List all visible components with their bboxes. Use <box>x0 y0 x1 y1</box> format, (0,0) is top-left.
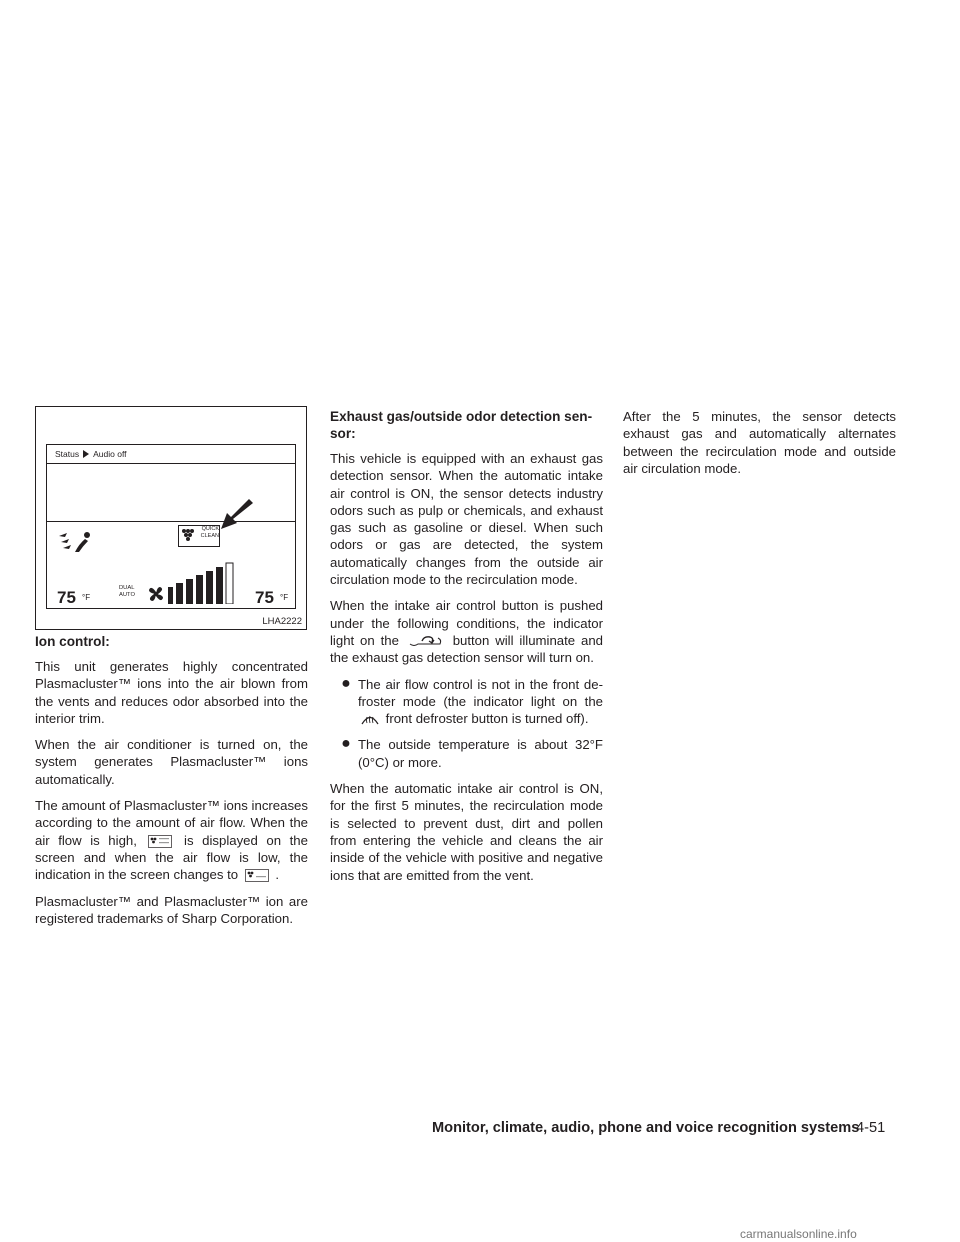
plasmacluster-icon <box>181 528 195 542</box>
temp-right-unit: °F <box>280 593 289 602</box>
bullet-item <box>330 676 603 728</box>
text-span: . <box>275 867 280 883</box>
quick-clean-label: QUICK CLEAN <box>200 526 219 539</box>
quick-clean-icon <box>148 835 172 848</box>
paragraph: When the air conditioner is turned on, the system generates Plasmacluster™ ions automatically. <box>35 737 308 787</box>
text-span: front defroster button is turned off). <box>385 711 589 727</box>
fan-speed-bars <box>168 561 243 604</box>
paragraph: When the automatic intake air control is ON, for the first 5 minutes, the recirculation mode is selected to prevent dust, dirt and pollen from entering the vehicle and cleans the air inside of the vehicle with positive and negative ions that are emitted from the vent. <box>330 781 603 883</box>
dual-auto-label: DUAL AUTO <box>119 585 135 598</box>
temp-left-unit: °F <box>82 593 91 602</box>
page-number: 4-51 <box>856 1120 886 1136</box>
paragraph: Plasmacluster™ and Plasmacluster™ ion are registered trademarks of Sharp Corporation. <box>35 893 308 926</box>
climate-display-figure <box>35 406 307 630</box>
middle-column <box>330 408 603 893</box>
ion-control-heading: Ion control: <box>35 634 110 649</box>
bullet-dot-icon: ● <box>341 735 351 753</box>
paragraph <box>330 597 603 666</box>
text-span: When the intake air control button is pushed under the following conditions, the indicator light on the <box>330 598 603 648</box>
section-title: Monitor, climate, audio, phone and voice recognition systems <box>432 1120 860 1136</box>
status-bar <box>47 445 295 464</box>
bullet-text: The outside temperature is about 32°F (0°C) or more. <box>358 737 603 770</box>
right-column <box>623 408 896 486</box>
paragraph: This vehicle is equipped with an exhaust gas detection sensor. When the automatic intake air control is ON, the sensor detects industry odors such as pulp or chemicals, and exhaust gas such as gasoline or diesel. When such odors or gas are detected, the system automatically changes from the outside air circulation mode to the recirculation mode. <box>330 451 603 588</box>
climate-screen <box>46 444 296 609</box>
fan-icon <box>147 585 165 603</box>
audio-status: Audio off <box>93 449 127 459</box>
airflow-mode-icon <box>57 530 93 556</box>
text-span: The air flow control is not in the front defroster mode (the indicator light on the <box>358 676 603 709</box>
figure-id: LHA2222 <box>262 616 302 627</box>
recirculation-icon <box>408 634 444 648</box>
paragraph: This unit generates highly concentrated Plasmacluster™ ions into the air blown from the vents and reduces odor absorbed into the interior trim. <box>35 659 308 726</box>
screen-divider <box>47 521 295 522</box>
watermark: carmanualsonline.info <box>740 1227 857 1241</box>
clean-icon <box>245 869 269 882</box>
paragraph <box>35 797 308 883</box>
exhaust-sensor-heading: Exhaust gas/outside odor detection sensor: <box>330 409 593 441</box>
temp-left: 75 <box>57 588 76 607</box>
front-defroster-icon <box>361 713 379 727</box>
left-column <box>35 633 308 936</box>
bullet-dot-icon: ● <box>341 674 351 692</box>
paragraph: After the 5 minutes, the sensor detects exhaust gas and automatically alternates between the recirculation mode and outside air circulation mode. <box>623 409 896 476</box>
status-label: Status <box>55 449 80 459</box>
bullet-text <box>358 676 603 728</box>
text-span: The amount of Plasmacluster™ ions increases according to the amount of air flow. When the air flow is high, <box>35 798 308 848</box>
arrow-right-icon <box>83 450 89 458</box>
text-span: is displayed on the screen and when the air flow is low, the indication in the screen changes to <box>35 832 308 883</box>
pointer-arrow-icon <box>217 499 257 533</box>
text-span: button will illuminate and the exhaust gas detection sensor will turn on. <box>330 632 603 666</box>
temp-right: 75 <box>255 588 274 607</box>
bullet-item <box>330 736 603 771</box>
